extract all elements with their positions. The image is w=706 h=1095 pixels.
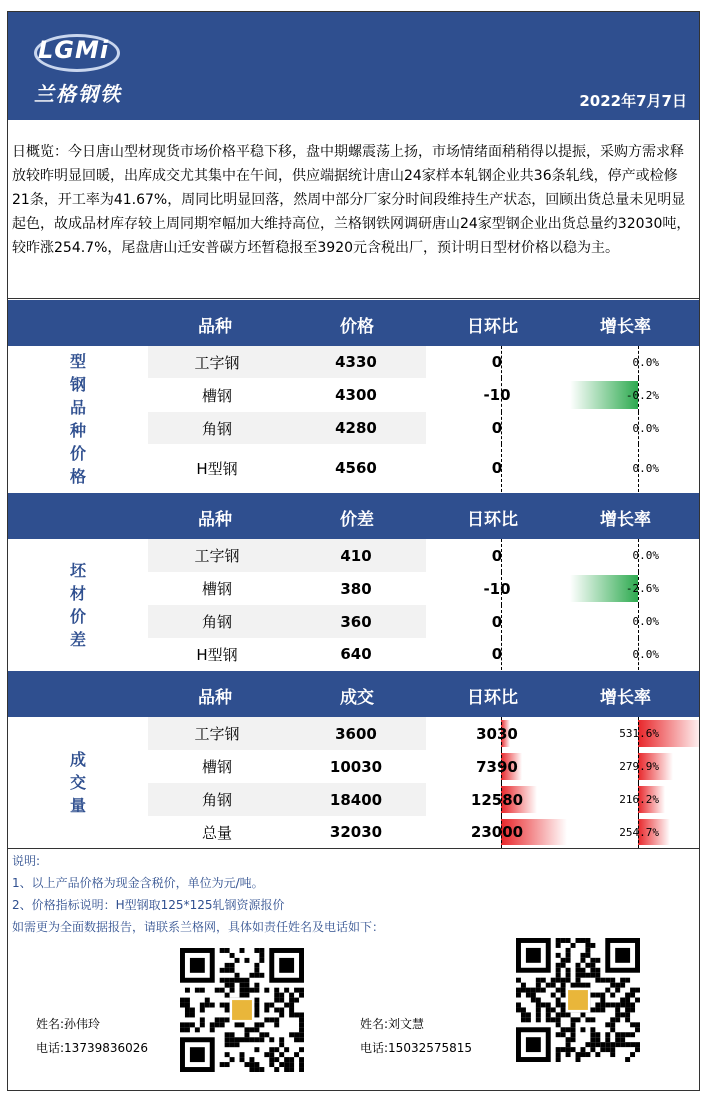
product-name: 角钢 xyxy=(148,412,286,444)
change-value: 0 xyxy=(491,546,503,565)
column-header: 品种 xyxy=(198,510,232,530)
product-value: 410 xyxy=(286,539,426,572)
growth-rate: -2.6% xyxy=(625,582,659,595)
section-label-char: 价 xyxy=(69,444,86,463)
table-row xyxy=(8,816,699,848)
daily-overview: 日概览：今日唐山型材现货市场价格平稳下移，盘中期螺震荡上扬，市场情绪面稍稍得以提振，采购方需求释放较昨明显回暖，出库成交尤其集中在午间，供应端据统计唐山24家样本轧钢企业共36条轧线，停产或检修21条，开工率为41.67%，周同比明显回落，然周中部分厂家分时间段维持生产状态，回顾出货总量未见明显起色，故成品材库存较上周同期窄幅加大维持高位，兰格钢铁网调研唐山24家型钢企业出货总量约32030吨，较昨涨254.7%，尾盘唐山迁安普碳方坯暂稳报至3920元含税出厂，预计明日型材价格以稳为主。 xyxy=(12,144,691,256)
section-label-char: 型 xyxy=(69,352,86,371)
section-label-char: 量 xyxy=(69,796,86,815)
contact-2-name: 姓名:刘文慧 xyxy=(360,1017,425,1031)
column-header: 日环比 xyxy=(467,317,518,337)
section-label-char: 材 xyxy=(69,583,86,603)
section-label-char: 价 xyxy=(69,606,86,626)
section-label-char: 钢 xyxy=(69,375,86,394)
growth-rate: 0.0% xyxy=(632,647,659,661)
column-header: 价格 xyxy=(340,317,374,337)
product-name: 角钢 xyxy=(148,605,286,638)
product-value: 380 xyxy=(340,579,372,598)
product-value: 4280 xyxy=(286,412,426,444)
column-header: 成交 xyxy=(340,688,374,708)
qr-code-graphic xyxy=(180,948,304,1072)
change-value: -10 xyxy=(483,386,511,404)
table-row xyxy=(8,412,699,444)
notes-title: 说明: xyxy=(12,854,41,868)
column-header: 品种 xyxy=(198,688,232,708)
contact-2 xyxy=(360,1012,472,1060)
product-value: 18400 xyxy=(286,783,426,816)
column-header: 品种 xyxy=(198,317,232,337)
section-label-char: 种 xyxy=(69,421,86,440)
product-value: 10030 xyxy=(329,757,383,776)
product-name: 槽钢 xyxy=(201,580,232,598)
table-row xyxy=(8,605,699,638)
change-value: 0 xyxy=(491,612,503,631)
table-row xyxy=(8,572,699,605)
contact-1-name: 姓名:孙伟玲 xyxy=(36,1017,101,1031)
contact-1 xyxy=(36,1012,148,1060)
change-value: 23000 xyxy=(470,823,524,841)
growth-rate: 0.0% xyxy=(632,421,659,435)
notes-line-1: 1、以上产品价格为现金含税价，单位为元/吨。 xyxy=(12,876,264,890)
report-page xyxy=(7,11,700,1091)
growth-rate: 279.9% xyxy=(619,760,659,773)
column-header: 日环比 xyxy=(467,688,518,708)
product-name: 角钢 xyxy=(148,783,286,816)
change-value: 12580 xyxy=(470,790,524,809)
change-value: -10 xyxy=(483,579,511,598)
notes-line-2: 2、价格指标说明：H型钢取125*125轧钢资源报价 xyxy=(12,898,285,912)
product-value: 360 xyxy=(286,605,426,638)
column-header: 增长率 xyxy=(600,510,651,530)
table-header-band xyxy=(8,300,699,346)
growth-rate: -0.2% xyxy=(625,388,659,402)
table-row xyxy=(8,444,699,492)
growth-rate: 0.0% xyxy=(632,615,659,628)
product-name: H型钢 xyxy=(196,459,238,478)
table-header-band xyxy=(8,671,699,717)
product-name: 槽钢 xyxy=(201,386,232,405)
section-label-char: 成 xyxy=(69,750,86,769)
table-header-band xyxy=(8,493,699,539)
contact-1-phone: 电话:13739836026 xyxy=(36,1041,149,1055)
product-name: 工字钢 xyxy=(148,717,286,750)
change-value: 0 xyxy=(491,459,503,477)
table-row xyxy=(8,638,699,670)
column-header: 价差 xyxy=(340,510,374,530)
lange-logo xyxy=(26,30,136,110)
growth-rate: 0.0% xyxy=(632,355,659,369)
header-banner xyxy=(8,12,699,120)
growth-rate: 216.2% xyxy=(619,793,659,806)
product-name: 工字钢 xyxy=(148,539,286,572)
product-value: 4560 xyxy=(335,459,377,477)
change-value: 0 xyxy=(491,353,503,371)
section-label-char: 坯 xyxy=(69,560,86,580)
table-row xyxy=(8,750,699,783)
product-name: 槽钢 xyxy=(201,758,232,776)
table-row xyxy=(8,717,699,750)
logo-text: LGMi xyxy=(38,36,110,64)
product-value: 4300 xyxy=(335,386,377,404)
growth-rate: 0.0% xyxy=(632,549,659,562)
section-label-char: 品 xyxy=(69,398,86,417)
product-value: 4330 xyxy=(286,346,426,378)
logo-chinese-name: 兰格钢铁 xyxy=(34,82,122,106)
change-value: 3030 xyxy=(476,724,518,743)
table-row xyxy=(8,378,699,412)
qr-code-icon xyxy=(180,948,304,1072)
notes-line-3: 如需更为全面数据报告，请联系兰格网，具体如责任姓名及电话如下： xyxy=(12,920,385,934)
product-value: 640 xyxy=(340,645,372,663)
qr-code-icon xyxy=(516,938,640,1062)
notes-divider xyxy=(8,848,699,849)
section-label-char: 格 xyxy=(69,467,86,486)
product-name: 总量 xyxy=(201,823,232,842)
table-row xyxy=(8,539,699,572)
product-value: 3600 xyxy=(286,717,426,750)
qr-code-graphic xyxy=(516,938,640,1062)
column-header: 增长率 xyxy=(600,688,651,708)
section-label-char: 差 xyxy=(69,629,86,649)
column-header: 日环比 xyxy=(467,510,518,530)
product-name: H型钢 xyxy=(196,645,238,664)
growth-rate: 254.7% xyxy=(619,825,659,839)
column-header: 增长率 xyxy=(600,317,651,337)
product-value: 32030 xyxy=(329,823,383,841)
product-name: 工字钢 xyxy=(148,346,286,378)
growth-rate: 0.0% xyxy=(632,461,659,475)
growth-rate: 531.6% xyxy=(619,727,659,740)
section-label-char: 交 xyxy=(69,773,86,792)
overview-divider xyxy=(8,298,699,299)
table-row xyxy=(8,783,699,816)
contact-2-phone: 电话:15032575815 xyxy=(360,1041,473,1055)
change-value: 0 xyxy=(491,419,503,437)
notes-block xyxy=(12,850,384,938)
change-value: 0 xyxy=(491,645,503,663)
change-value: 7390 xyxy=(476,757,518,776)
report-date: 2022年7月7日 xyxy=(579,92,687,110)
table-row xyxy=(8,346,699,378)
